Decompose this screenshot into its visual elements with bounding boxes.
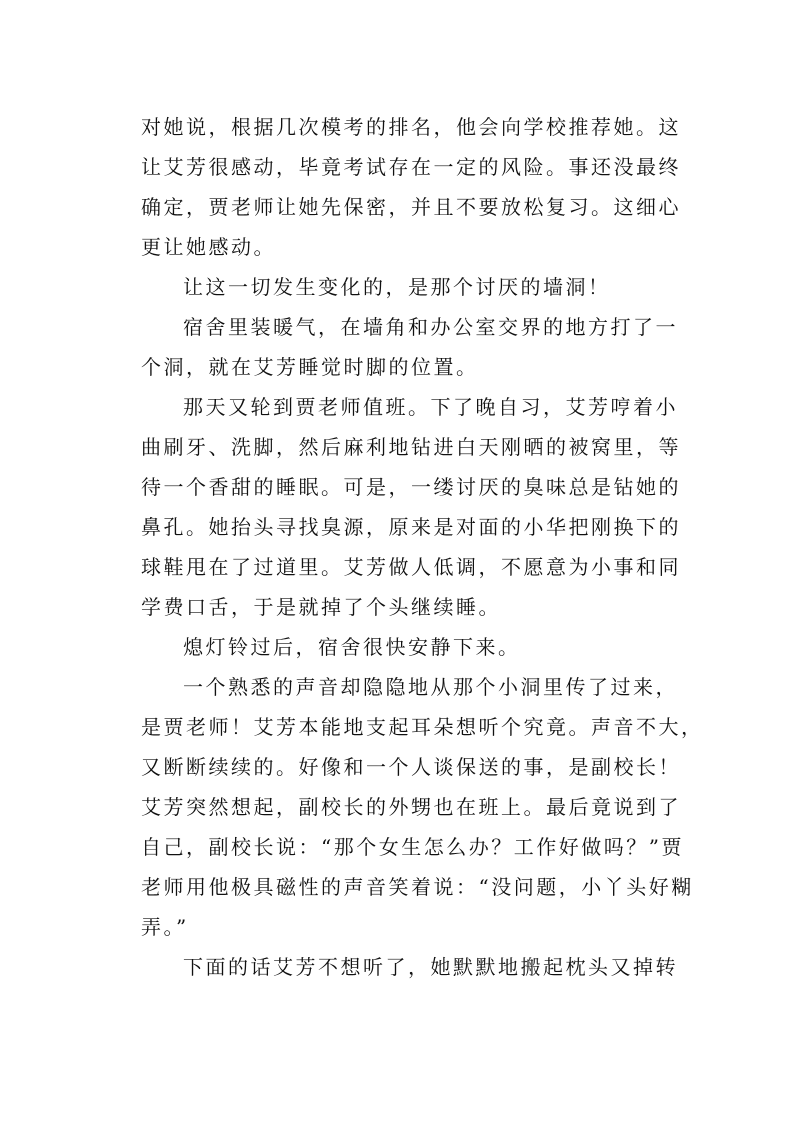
text-line: 球鞋甩在了过道里。艾芳做人低调，不愿意为小事和同	[141, 555, 681, 579]
text-line: 又断断续续的。好像和一个人谈保送的事，是副校长！	[141, 755, 681, 779]
text-line: 宿舍里装暖气，在墙角和办公室交界的地方打了一	[183, 315, 678, 339]
text-line: 下面的话艾芳不想听了，她默默地搬起枕头又掉转	[183, 955, 678, 979]
text-line: 自己，副校长说：“那个女生怎么办？工作好做吗？”贾	[141, 835, 684, 859]
text-line: 弄。”	[141, 915, 189, 939]
text-line: 个洞，就在艾芳睡觉时脚的位置。	[141, 355, 479, 379]
text-line: 让艾芳很感动，毕竟考试存在一定的风险。事还没最终	[141, 155, 681, 179]
text-line: 更让她感动。	[141, 235, 276, 259]
text-line: 一个熟悉的声音却隐隐地从那个小洞里传了过来，	[183, 675, 678, 699]
text-line: 学费口舌，于是就掉了个头继续睡。	[141, 595, 501, 619]
text-line: 那天又轮到贾老师值班。下了晚自习，艾芳哼着小	[183, 395, 678, 419]
text-line: 让这一切发生变化的，是那个讨厌的墙洞！	[183, 275, 611, 299]
text-line: 对她说，根据几次模考的排名，他会向学校推荐她。这	[141, 115, 681, 139]
text-line: 是贾老师！艾芳本能地支起耳朵想听个究竟。声音不大，	[141, 715, 704, 739]
body-text	[141, 107, 704, 987]
text-line: 艾芳突然想起，副校长的外甥也在班上。最后竟说到了	[141, 795, 681, 819]
text-line: 待一个香甜的睡眠。可是，一缕讨厌的臭味总是钻她的	[141, 475, 681, 499]
text-line: 熄灯铃过后，宿舍很快安静下来。	[183, 635, 521, 659]
text-line: 曲刷牙、洗脚，然后麻利地钻进白天刚晒的被窝里，等	[141, 435, 681, 459]
text-line: 确定，贾老师让她先保密，并且不要放松复习。这细心	[141, 195, 681, 219]
text-line: 鼻孔。她抬头寻找臭源，原来是对面的小华把刚换下的	[141, 515, 681, 539]
text-line: 老师用他极具磁性的声音笑着说：“没问题，小丫头好糊	[141, 875, 694, 899]
